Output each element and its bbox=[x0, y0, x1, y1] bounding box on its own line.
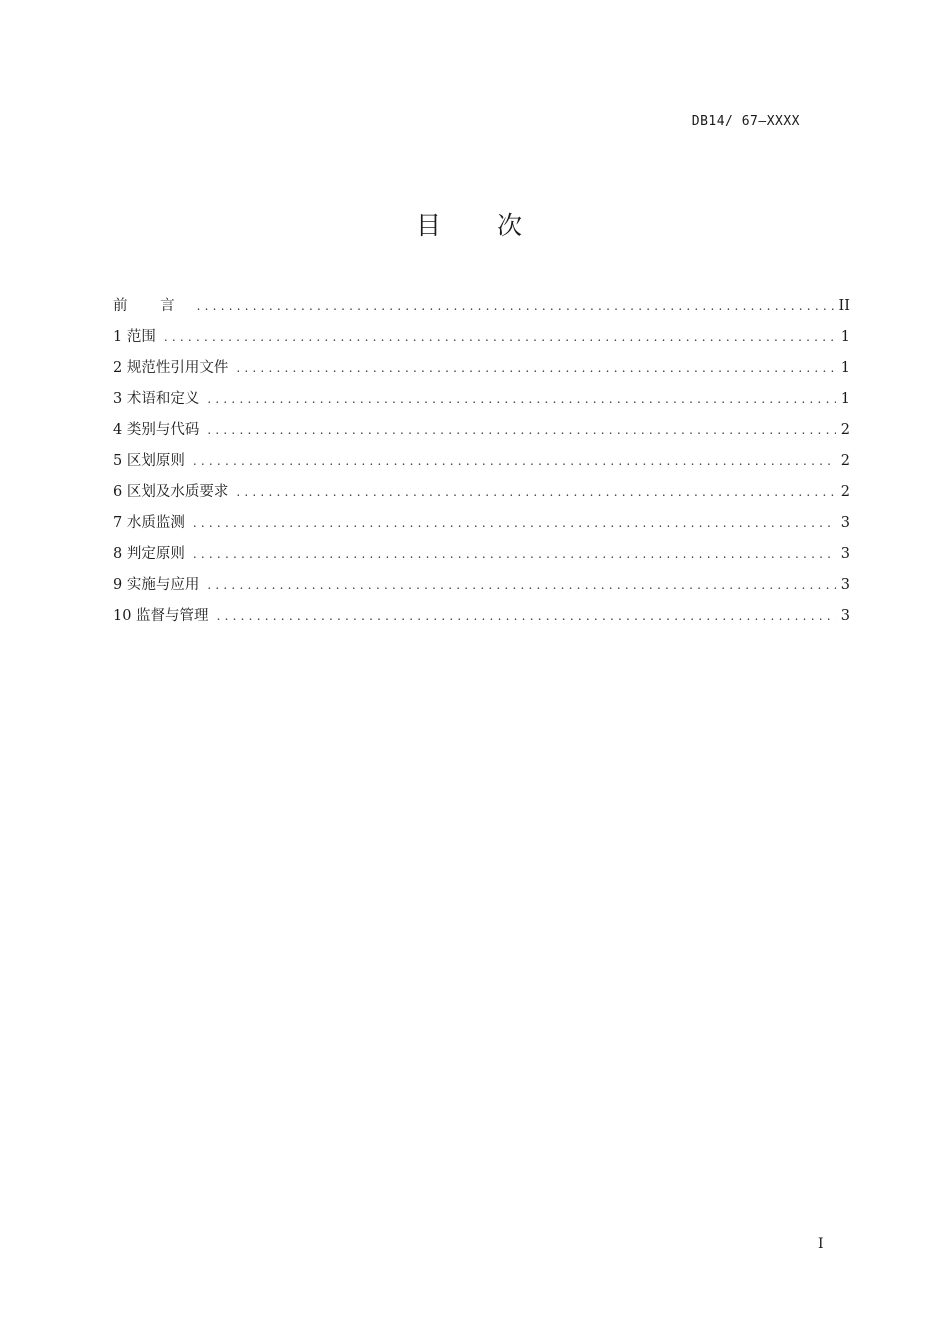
toc-entry-terms-definitions[interactable] bbox=[113, 379, 850, 410]
toc-entry-label: 5 区划原则 bbox=[113, 453, 185, 469]
table-of-contents bbox=[113, 286, 850, 627]
toc-entry-page: 3 bbox=[840, 546, 850, 562]
toc-entry-page: 1 bbox=[840, 360, 850, 376]
document-code: DB14/ 67—XXXX bbox=[691, 114, 800, 129]
toc-entry-label: 3 术语和定义 bbox=[113, 391, 200, 407]
toc-leader-dots bbox=[217, 605, 836, 627]
toc-leader-dots bbox=[207, 419, 836, 441]
toc-entry-label: 9 实施与应用 bbox=[113, 577, 200, 593]
toc-leader-dots bbox=[193, 512, 836, 534]
toc-entry-page: 2 bbox=[840, 484, 850, 500]
toc-entry-scope[interactable] bbox=[113, 317, 850, 348]
toc-entry-normative-references[interactable] bbox=[113, 348, 850, 379]
toc-entry-page: II bbox=[838, 298, 850, 314]
toc-leader-dots bbox=[236, 481, 836, 503]
toc-entry-page: 2 bbox=[840, 422, 850, 438]
toc-entry-label: 4 类别与代码 bbox=[113, 422, 200, 438]
toc-leader-dots bbox=[207, 388, 836, 410]
toc-entry-label: 10 监督与管理 bbox=[113, 608, 209, 624]
toc-entry-page: 3 bbox=[840, 577, 850, 593]
toc-entry-categories-codes[interactable] bbox=[113, 410, 850, 441]
toc-entry-label: 2 规范性引用文件 bbox=[113, 360, 229, 376]
toc-leader-dots bbox=[236, 357, 836, 379]
toc-entry-supervision[interactable] bbox=[113, 596, 850, 627]
toc-leader-dots bbox=[197, 295, 835, 317]
toc-entry-label: 前 言 bbox=[113, 298, 189, 314]
toc-entry-page: 3 bbox=[840, 608, 850, 624]
toc-entry-page: 1 bbox=[840, 391, 850, 407]
toc-leader-dots bbox=[193, 450, 836, 472]
toc-entry-label: 8 判定原则 bbox=[113, 546, 185, 562]
toc-entry-water-monitoring[interactable] bbox=[113, 503, 850, 534]
toc-entry-judgment-principles[interactable] bbox=[113, 534, 850, 565]
toc-entry-page: 2 bbox=[840, 453, 850, 469]
toc-entry-zoning-water-quality[interactable] bbox=[113, 472, 850, 503]
toc-entry-page: 1 bbox=[840, 329, 850, 345]
page-title: 目 次 bbox=[416, 211, 546, 240]
toc-entry-label: 1 范围 bbox=[113, 329, 156, 345]
toc-entry-label: 6 区划及水质要求 bbox=[113, 484, 229, 500]
toc-entry-page: 3 bbox=[840, 515, 850, 531]
toc-leader-dots bbox=[164, 326, 836, 348]
toc-leader-dots bbox=[193, 543, 836, 565]
toc-entry-implementation[interactable] bbox=[113, 565, 850, 596]
toc-entry-preface[interactable] bbox=[113, 286, 850, 317]
toc-leader-dots bbox=[207, 574, 836, 596]
toc-entry-label: 7 水质监测 bbox=[113, 515, 185, 531]
toc-entry-zoning-principles[interactable] bbox=[113, 441, 850, 472]
page-number: I bbox=[818, 1236, 824, 1252]
